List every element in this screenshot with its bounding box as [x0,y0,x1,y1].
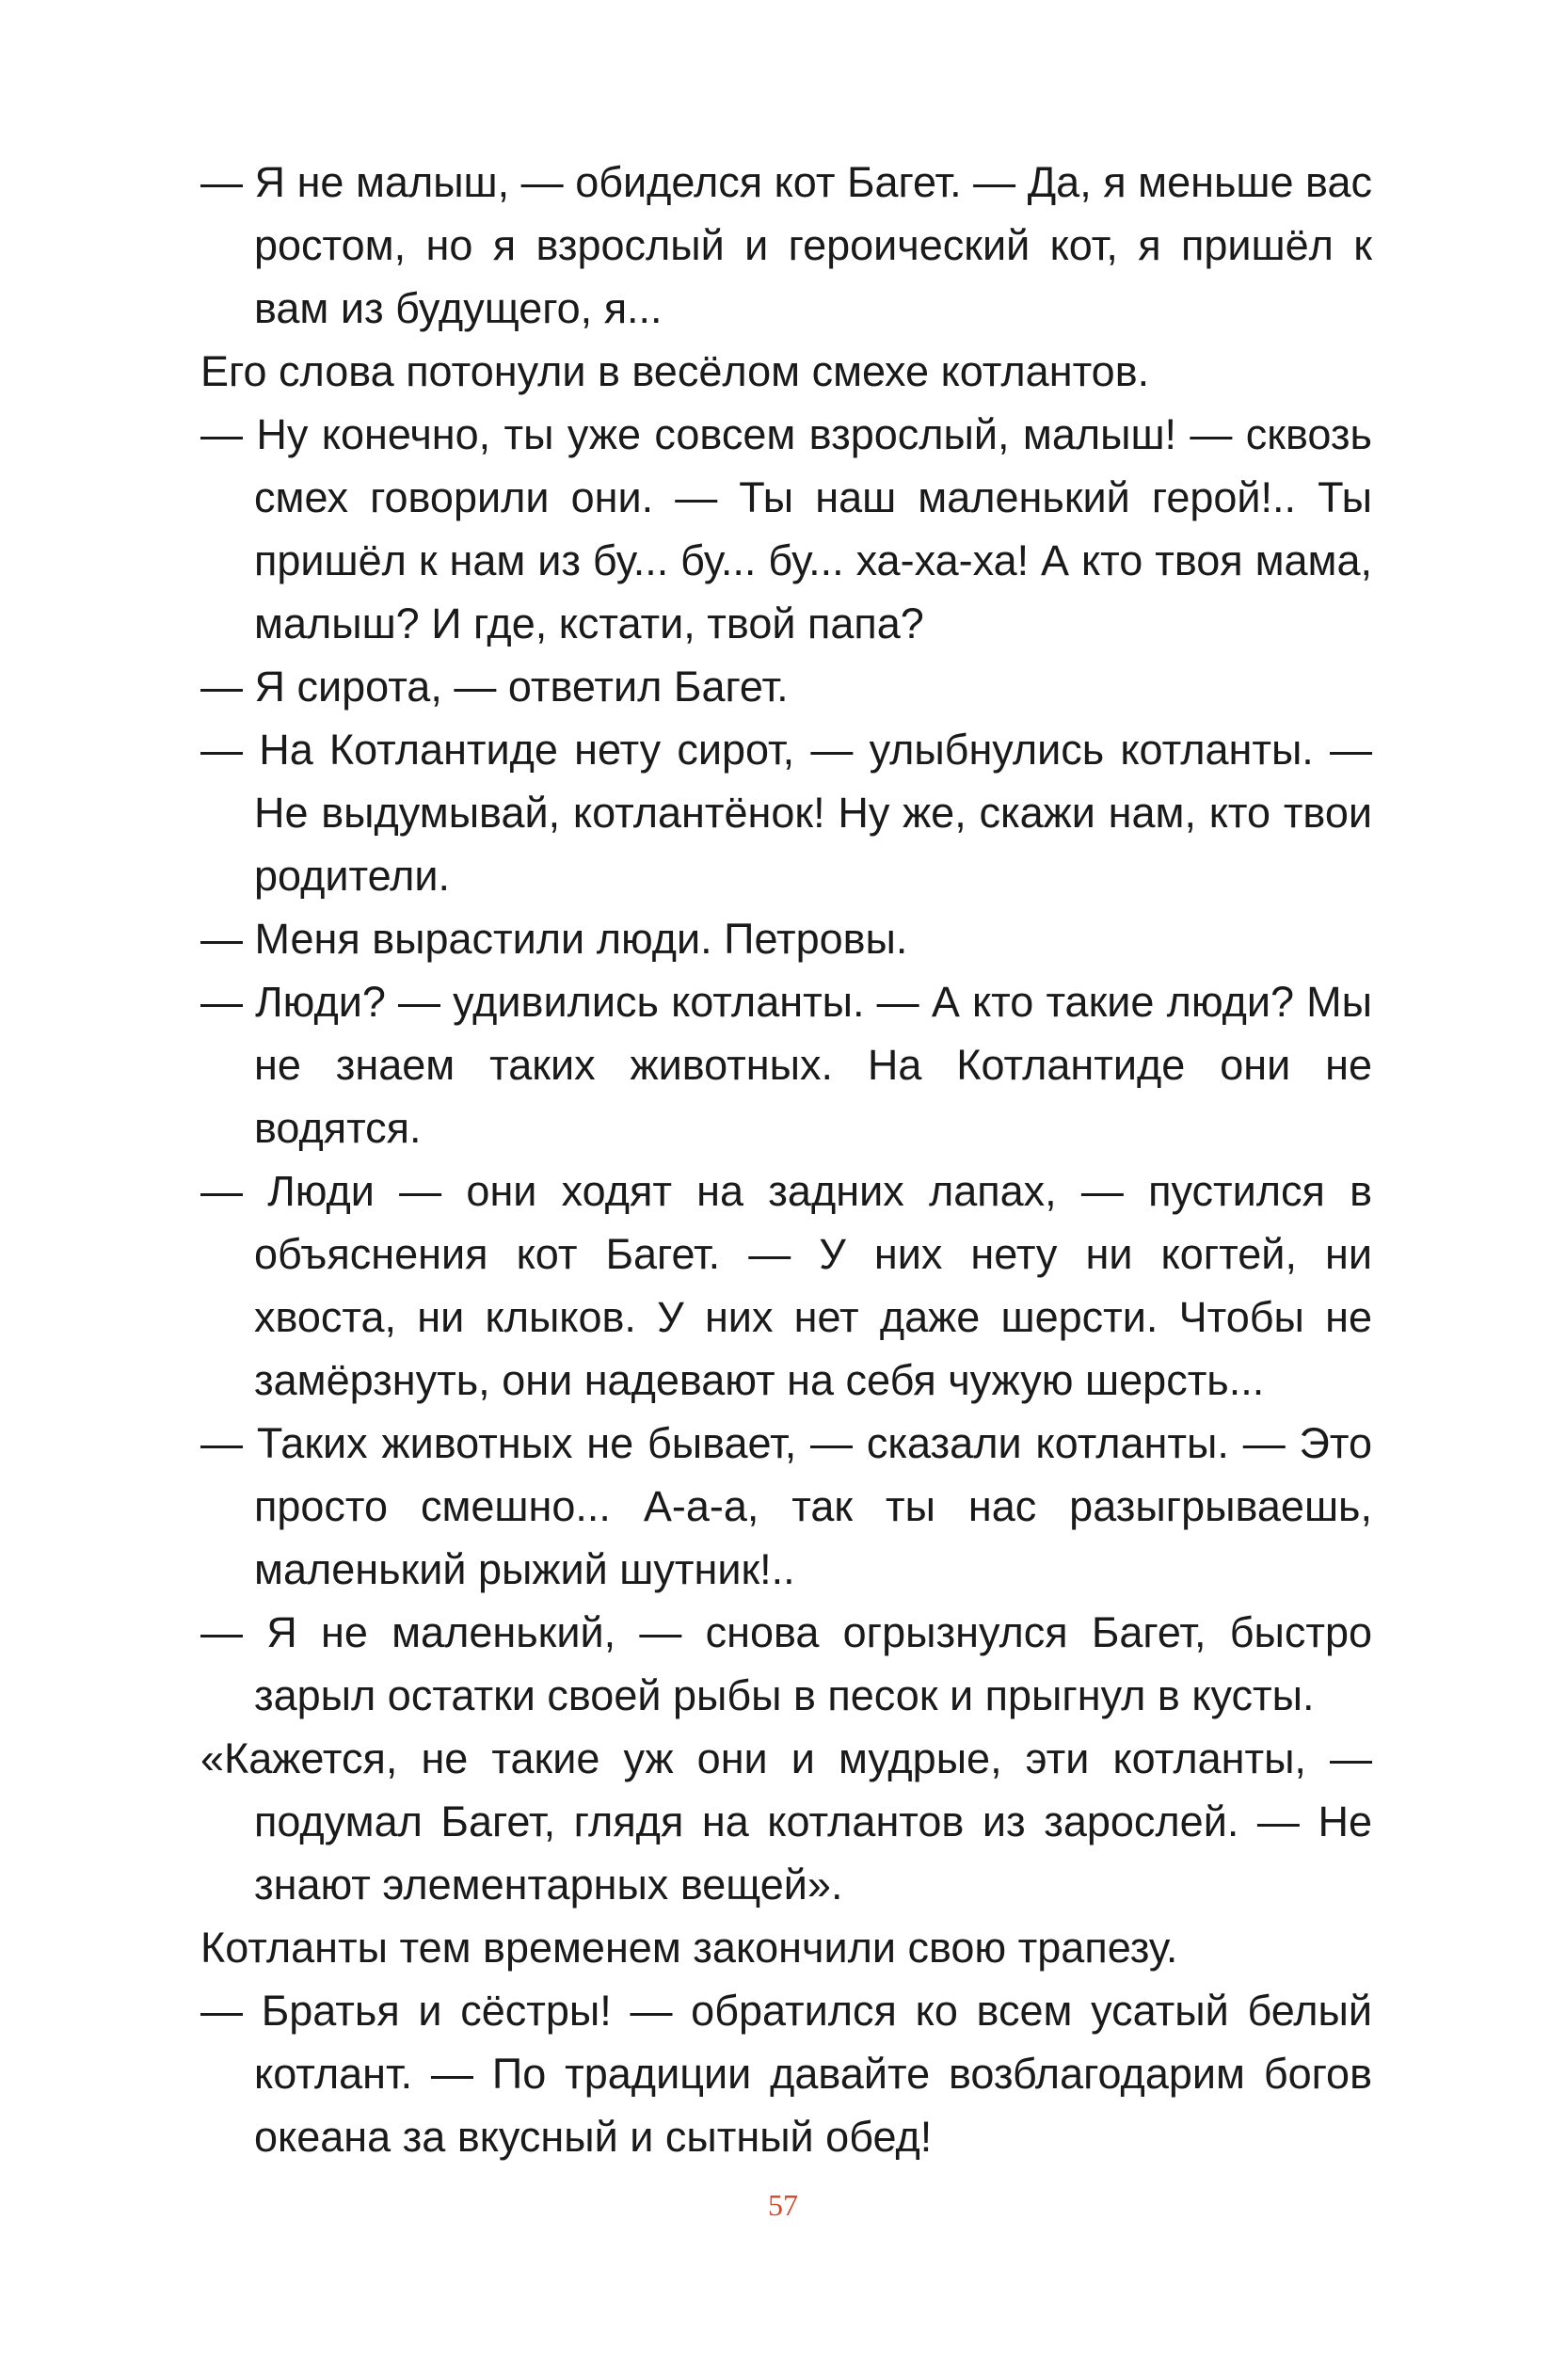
paragraph: — Люди? — удивились котланты. — А кто такие люди? Мы не знаем таких животных. На Котлантиде они не водятся. [200,978,1372,1152]
paragraph: — Ну конечно, ты уже совсем взрослый, малыш! — сквозь смех говорили они. — Ты наш маленький герой!.. Ты пришёл к нам из бу... бу... бу... ха-ха-ха! А кто твоя мама, малыш? И где, кстати, твой папа? [200,410,1372,647]
paragraph: — Я не маленький, — снова огрызнулся Багет, быстро зарыл остатки своей рыбы в песок и прыгнул в кусты. [200,1608,1372,1719]
body-text [200,151,1372,2168]
paragraph: Его слова потонули в весёлом смехе котлантов. [200,347,1150,395]
paragraph: — Таких животных не бывает, — сказали котланты. — Это просто смешно... А-а-а, так ты нас разыгрываешь, маленький рыжий шутник!.. [200,1419,1372,1593]
paragraph: — На Котлантиде нету сирот, — улыбнулись котланты. — Не выдумывай, котлантёнок! Ну же, скажи нам, кто твои родители. [200,726,1372,900]
paragraph: — Люди — они ходят на задних лапах, — пустился в объяснения кот Багет. — У них нету ни когтей, ни хвоста, ни клыков. У них нет даже шерсти. Чтобы не замёрзнуть, они надевают на себя чужую шерсть... [200,1167,1372,1404]
paragraph: «Кажется, не такие уж они и мудрые, эти котланты, — подумал Багет, глядя на котлантов из зарослей. — Не знают элементарных вещей». [200,1734,1372,1909]
paragraph: — Я сирота, — ответил Багет. [200,663,789,711]
paragraph: — Я не малыш, — обиделся кот Багет. — Да, я меньше вас ростом, но я взрослый и героический кот, я пришёл к вам из будущего, я... [200,158,1372,332]
page-number: 57 [768,2188,798,2222]
paragraph: — Меня вырастили люди. Петровы. [200,915,908,963]
paragraph: Котланты тем временем закончили свою трапезу. [200,1924,1178,1972]
paragraph: — Братья и сёстры! — обратился ко всем усатый белый котлант. — По традиции давайте возблагодарим богов океана за вкусный и сытный обед! [200,1987,1372,2161]
